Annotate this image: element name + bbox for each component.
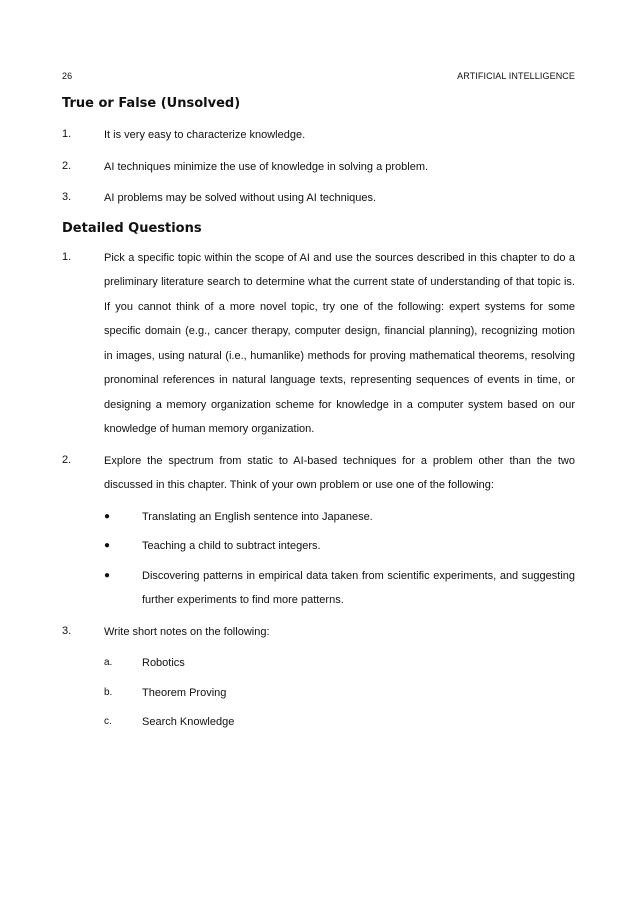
question-text: It is very easy to characterize knowledge. (104, 129, 306, 141)
detailed-question-1 (62, 246, 575, 442)
question-text: Write short notes on the following: (104, 625, 270, 638)
bullet-list (104, 505, 575, 613)
true-false-list (62, 123, 575, 211)
lettered-item-robotics (104, 651, 575, 676)
question-number: 1. (62, 128, 72, 140)
bullet-icon: ● (104, 510, 111, 522)
page-number: 26 (62, 71, 73, 81)
bullet-text: Teaching a child to subtract integers. (142, 540, 321, 552)
true-false-heading: True or False (Unsolved) (62, 96, 241, 111)
question-number: 1. (62, 250, 72, 263)
bullet-icon: ● (104, 569, 111, 581)
lettered-list (104, 651, 575, 735)
lettered-item-search-knowledge (104, 710, 575, 735)
question-number: 2. (62, 453, 72, 466)
question-number: 3. (62, 624, 72, 637)
question-number: 2. (62, 159, 72, 172)
true-false-item-3 (62, 186, 575, 211)
question-text: Pick a specific topic within the scope of AI and use the sources described in this chapter to do a preliminary literature search to determine what the current state of understanding of that topic is. If you cannot think of a more novel topic, try one of the following: expert systems for some specific domain (e.g., cancer therapy, computer design, financial planning), recognizing motion in images, using natural (i.e., humanlike) methods for proving mathematical theorems, resolving pronominal references in natural language texts, representing sequences of events in time, or designing a memory organization scheme for knowledge in a computer system based on our knowledge of human memory organization. (104, 251, 575, 435)
detailed-questions-list (62, 246, 575, 735)
item-letter: b. (104, 686, 113, 698)
item-text: Robotics (142, 657, 185, 669)
bullet-icon: ● (104, 540, 111, 551)
detailed-question-2 (62, 449, 575, 613)
lettered-item-theorem-proving (104, 681, 575, 706)
page-content (62, 90, 575, 742)
question-text: AI problems may be solved without using AI techniques. (104, 192, 377, 204)
book-title: ARTIFICIAL INTELLIGENCE (457, 71, 575, 81)
item-text: Search Knowledge (142, 716, 235, 728)
true-false-item-1 (62, 123, 575, 148)
bullet-item (104, 534, 575, 559)
question-text: AI techniques minimize the use of knowledge in solving a problem. (104, 160, 429, 173)
item-text: Theorem Proving (142, 686, 227, 699)
bullet-text: Translating an English sentence into Japanese. (142, 510, 373, 523)
detailed-questions-heading: Detailed Questions (62, 220, 202, 236)
true-false-item-2 (62, 155, 575, 180)
item-letter: a. (104, 657, 113, 668)
bullet-item (104, 564, 575, 613)
question-text: Explore the spectrum from static to AI-based techniques for a problem other than the two discussed in this chapter. Think of your own problem or use one of the following: (104, 454, 575, 491)
question-number: 3. (62, 191, 72, 203)
item-letter: c. (104, 716, 112, 727)
bullet-item (104, 505, 575, 530)
bullet-text: Discovering patterns in empirical data taken from scientific experiments, and suggesting further experiments to find more patterns. (142, 569, 575, 606)
detailed-question-3 (62, 620, 575, 735)
